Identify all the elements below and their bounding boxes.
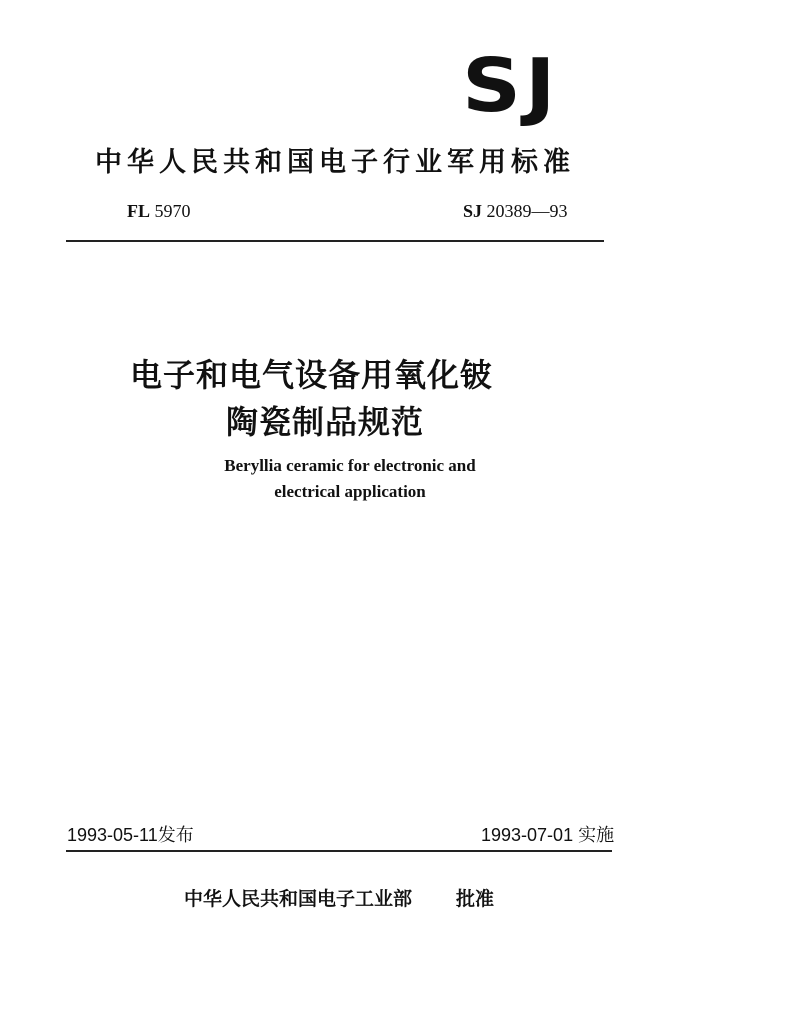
standard-number-prefix: SJ bbox=[463, 201, 483, 221]
document-title-en bbox=[180, 453, 520, 505]
header-divider bbox=[66, 240, 604, 242]
document-title-en-line1: Beryllia ceramic for electronic and bbox=[224, 456, 476, 475]
standard-category-title: 中华人民共和国电子行业军用标准 bbox=[95, 147, 575, 178]
effective-date: 1993-07-01 bbox=[481, 825, 574, 845]
standard-number-value: 20389—93 bbox=[486, 201, 568, 221]
approve-label: 批准 bbox=[456, 888, 495, 910]
sj-logo: SJ bbox=[462, 43, 560, 130]
standard-number bbox=[463, 200, 568, 222]
approving-authority: 中华人民共和国电子工业部 bbox=[184, 888, 413, 910]
effective-date-block bbox=[481, 823, 614, 848]
classification-number: 5970 bbox=[154, 201, 191, 221]
classification-prefix: FL bbox=[127, 201, 151, 221]
issue-date: 1993-05-11 bbox=[67, 825, 158, 845]
document-title-en-line2: electrical application bbox=[274, 482, 426, 501]
classification-code bbox=[127, 200, 191, 222]
issue-label: 发布 bbox=[157, 825, 194, 846]
effective-label: 实施 bbox=[578, 825, 615, 846]
document-title-zh-line2: 陶瓷制品规范 bbox=[226, 403, 425, 441]
footer-divider bbox=[66, 850, 612, 852]
issue-date-block bbox=[67, 823, 194, 848]
document-title-zh-line1: 电子和电气设备用氧化铍 bbox=[130, 356, 494, 394]
